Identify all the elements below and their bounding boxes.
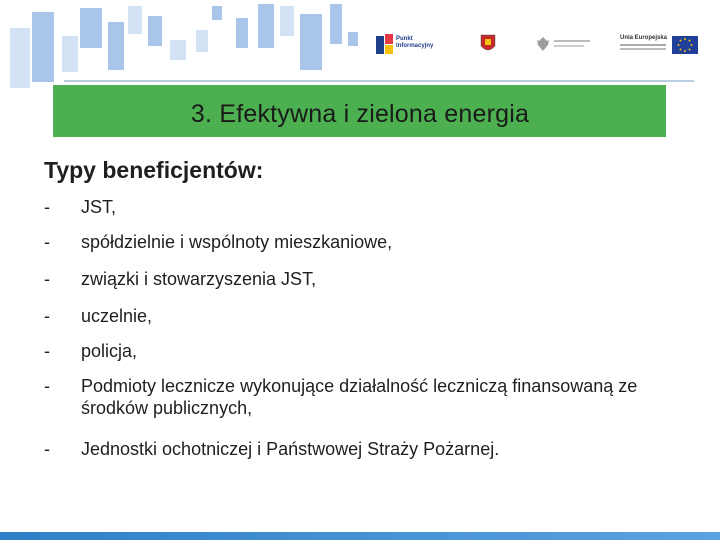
list-item-text: Podmioty lecznicze wykonujące działalność leczniczą finansowaną ze środków publicznych, (81, 376, 638, 418)
footer-bar (0, 532, 720, 540)
crest-icon (480, 34, 496, 54)
bullet-dash: - (44, 269, 50, 289)
bullet-dash: - (44, 232, 50, 252)
section-subtitle: Typy beneficjentów: (44, 157, 264, 183)
slide-title: 3. Efektywna i zielona energia (190, 100, 530, 128)
bullet-dash: - (44, 376, 50, 396)
bullet-dash: - (44, 306, 50, 326)
bullet-dash: - (44, 197, 50, 217)
eu-logo (620, 28, 698, 62)
eu-flag-icon (672, 36, 698, 54)
list-item-text: uczelnie, (81, 306, 153, 326)
fundusze-logo (376, 28, 438, 62)
list-item-text: policja, (81, 341, 138, 361)
fundusze-logo-text: Punkt Informacyjny (396, 36, 434, 49)
bullet-dash: - (44, 341, 50, 361)
fundusze-logo-icon (376, 34, 394, 56)
list-item-text: spółdzielnie i wspólnoty mieszkaniowe, (81, 232, 393, 252)
list-item-text: Jednostki ochotniczej i Państwowej Straży Pożarnej. (81, 439, 500, 459)
eu-logo-text: Unia Europejska (620, 35, 668, 41)
eagle-icon (536, 36, 550, 52)
list-item-text: związki i stowarzyszenia JST, (81, 269, 317, 289)
header-divider (64, 80, 694, 82)
polish-republic-logo (536, 28, 596, 62)
decorative-squares (0, 0, 360, 90)
voivodeship-crest-logo (480, 28, 498, 62)
list-item-text: JST, (81, 197, 117, 217)
logo-strip (376, 28, 700, 62)
bullet-dash: - (44, 439, 50, 459)
